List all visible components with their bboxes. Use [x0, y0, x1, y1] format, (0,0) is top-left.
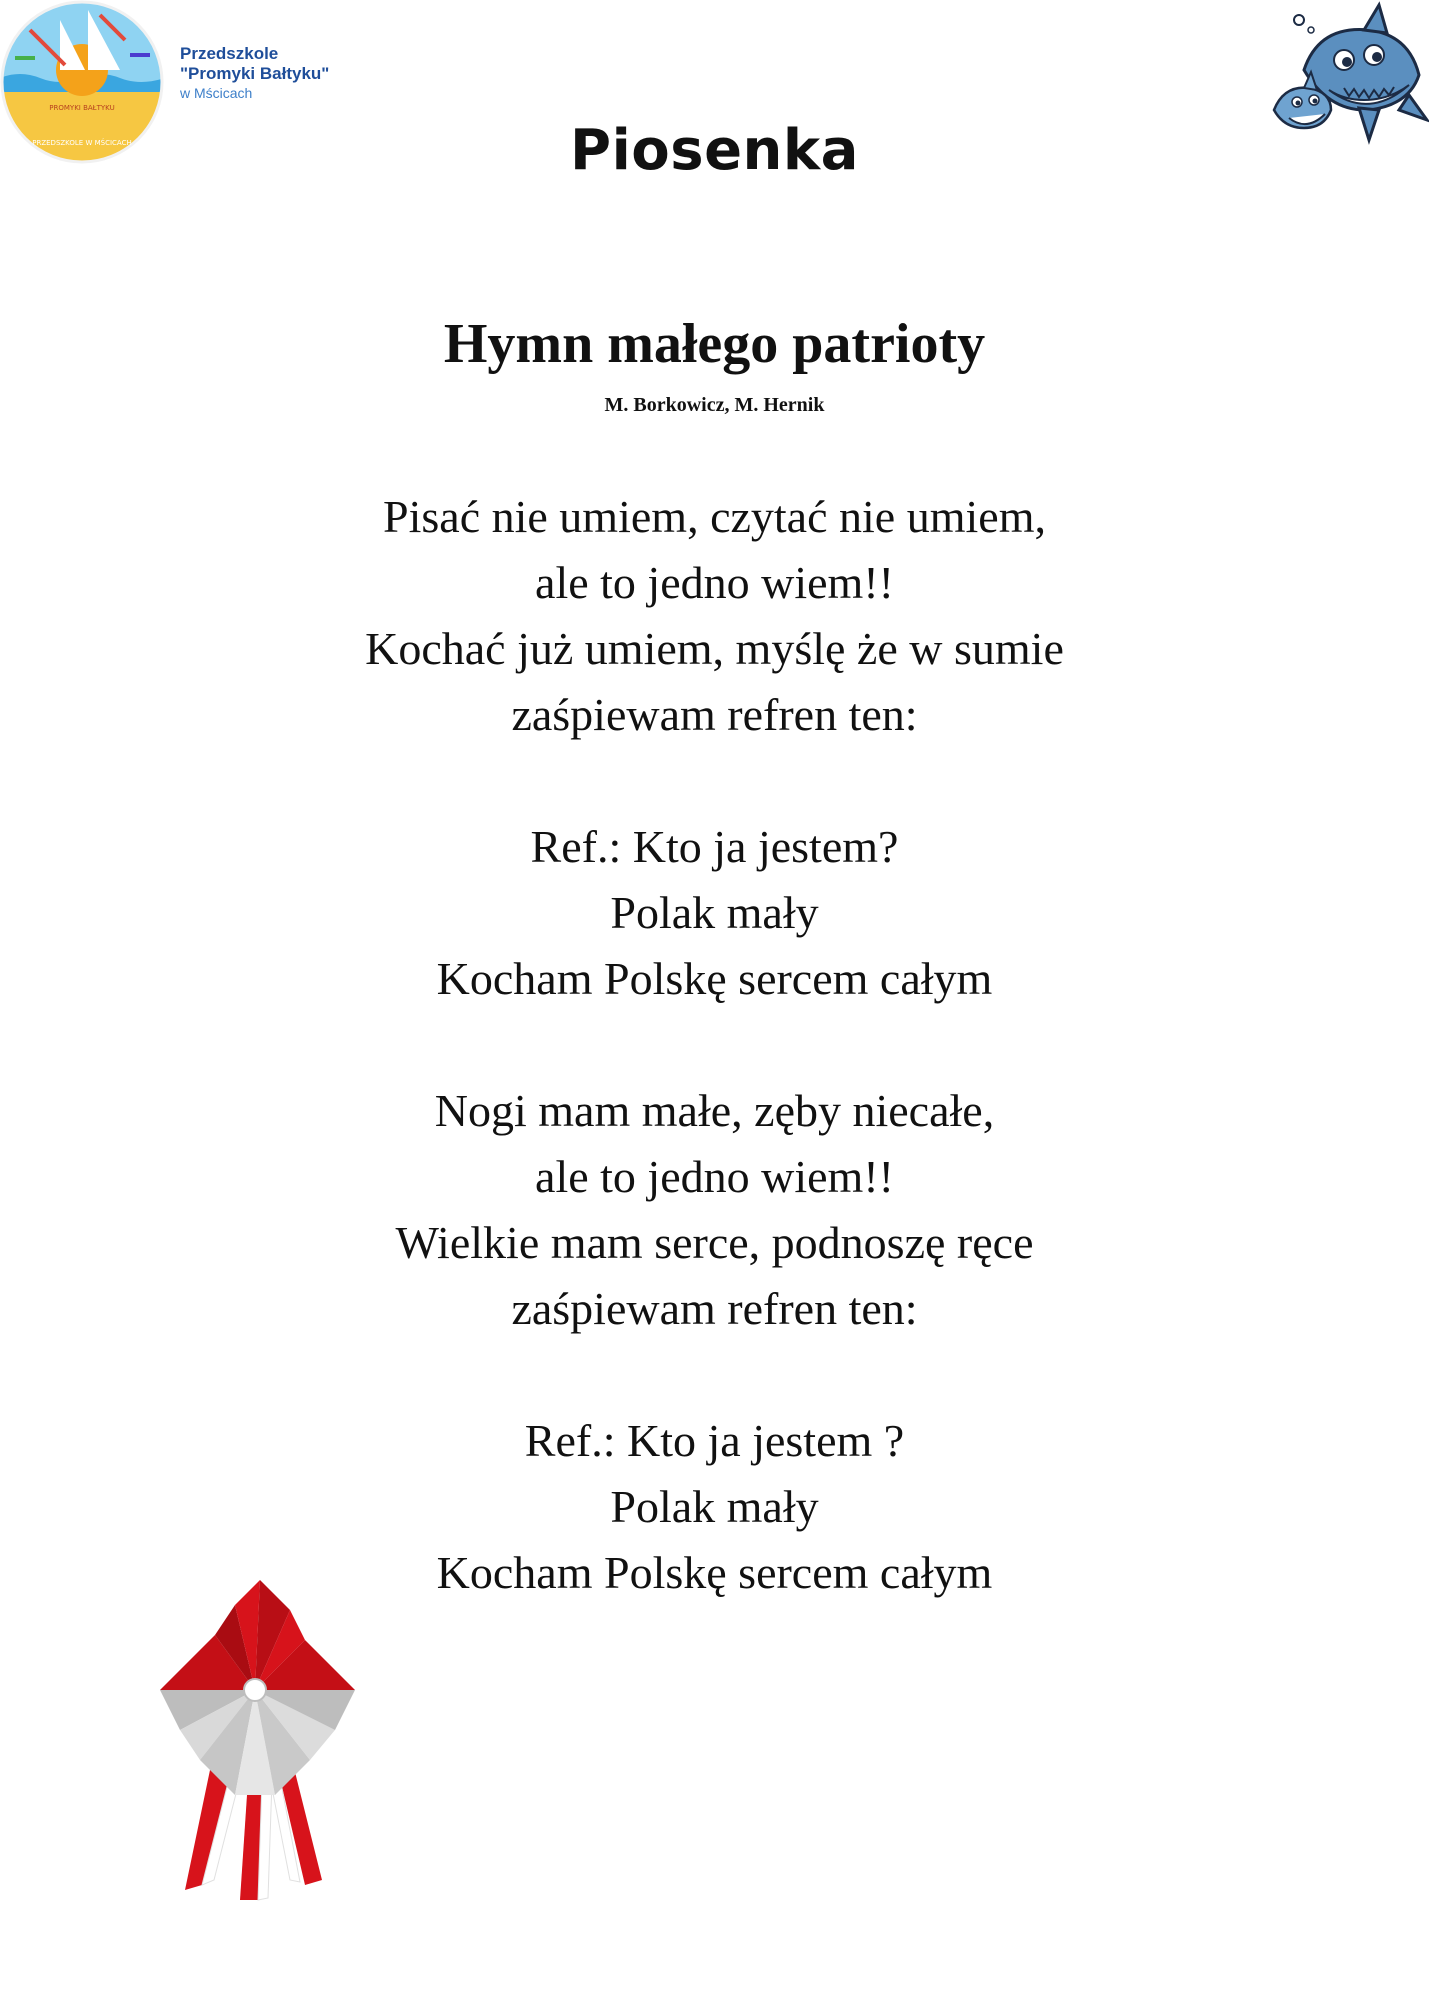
refrain-1 [0, 814, 1429, 1012]
lyric-line: Kochać już umiem, myślę że w sumie [365, 623, 1064, 674]
logo-line-3: w Mścicach [180, 84, 253, 101]
svg-text:PROMYKI BAŁTYKU: PROMYKI BAŁTYKU [49, 104, 115, 112]
lyric-line: Nogi mam małe, zęby niecałe, [434, 1085, 995, 1136]
lyric-line: Polak mały [610, 887, 819, 938]
song-title: Hymn małego patrioty [443, 313, 986, 375]
refrain-2 [0, 1408, 1429, 1606]
lyric-line: Polak mały [610, 1481, 819, 1532]
lyric-line: Kocham Polskę sercem całym [436, 953, 993, 1004]
logo-line-2: "Promyki Bałtyku" [180, 64, 330, 84]
lyric-line: ale to jedno wiem!! [535, 557, 894, 608]
lyric-line: Ref.: Kto ja jestem? [530, 821, 899, 872]
lyric-line: zaśpiewam refren ten: [511, 689, 918, 740]
lyric-line: Ref.: Kto ja jestem ? [524, 1415, 905, 1466]
svg-text:PRZEDSZKOLE W MŚCICACH: PRZEDSZKOLE W MŚCICACH [32, 139, 132, 147]
rosette-icon [140, 1580, 370, 1910]
lyric-line: Kocham Polskę sercem całym [436, 1547, 993, 1598]
song-authors: M. Borkowicz, M. Hernik [604, 394, 825, 416]
stanza-1 [0, 484, 1429, 748]
stanza-2 [0, 1078, 1429, 1342]
logo-line-1: Przedszkole [180, 44, 279, 63]
logo-text [180, 44, 329, 102]
lyric-line: zaśpiewam refren ten: [511, 1283, 918, 1334]
song-lyrics [0, 484, 1429, 1672]
lyric-line: Pisać nie umiem, czytać nie umiem, [383, 491, 1046, 542]
lyric-line: ale to jedno wiem!! [535, 1151, 894, 1202]
lyric-line: Wielkie mam serce, podnoszę ręce [395, 1217, 1034, 1268]
page-heading: Piosenka [570, 118, 859, 183]
